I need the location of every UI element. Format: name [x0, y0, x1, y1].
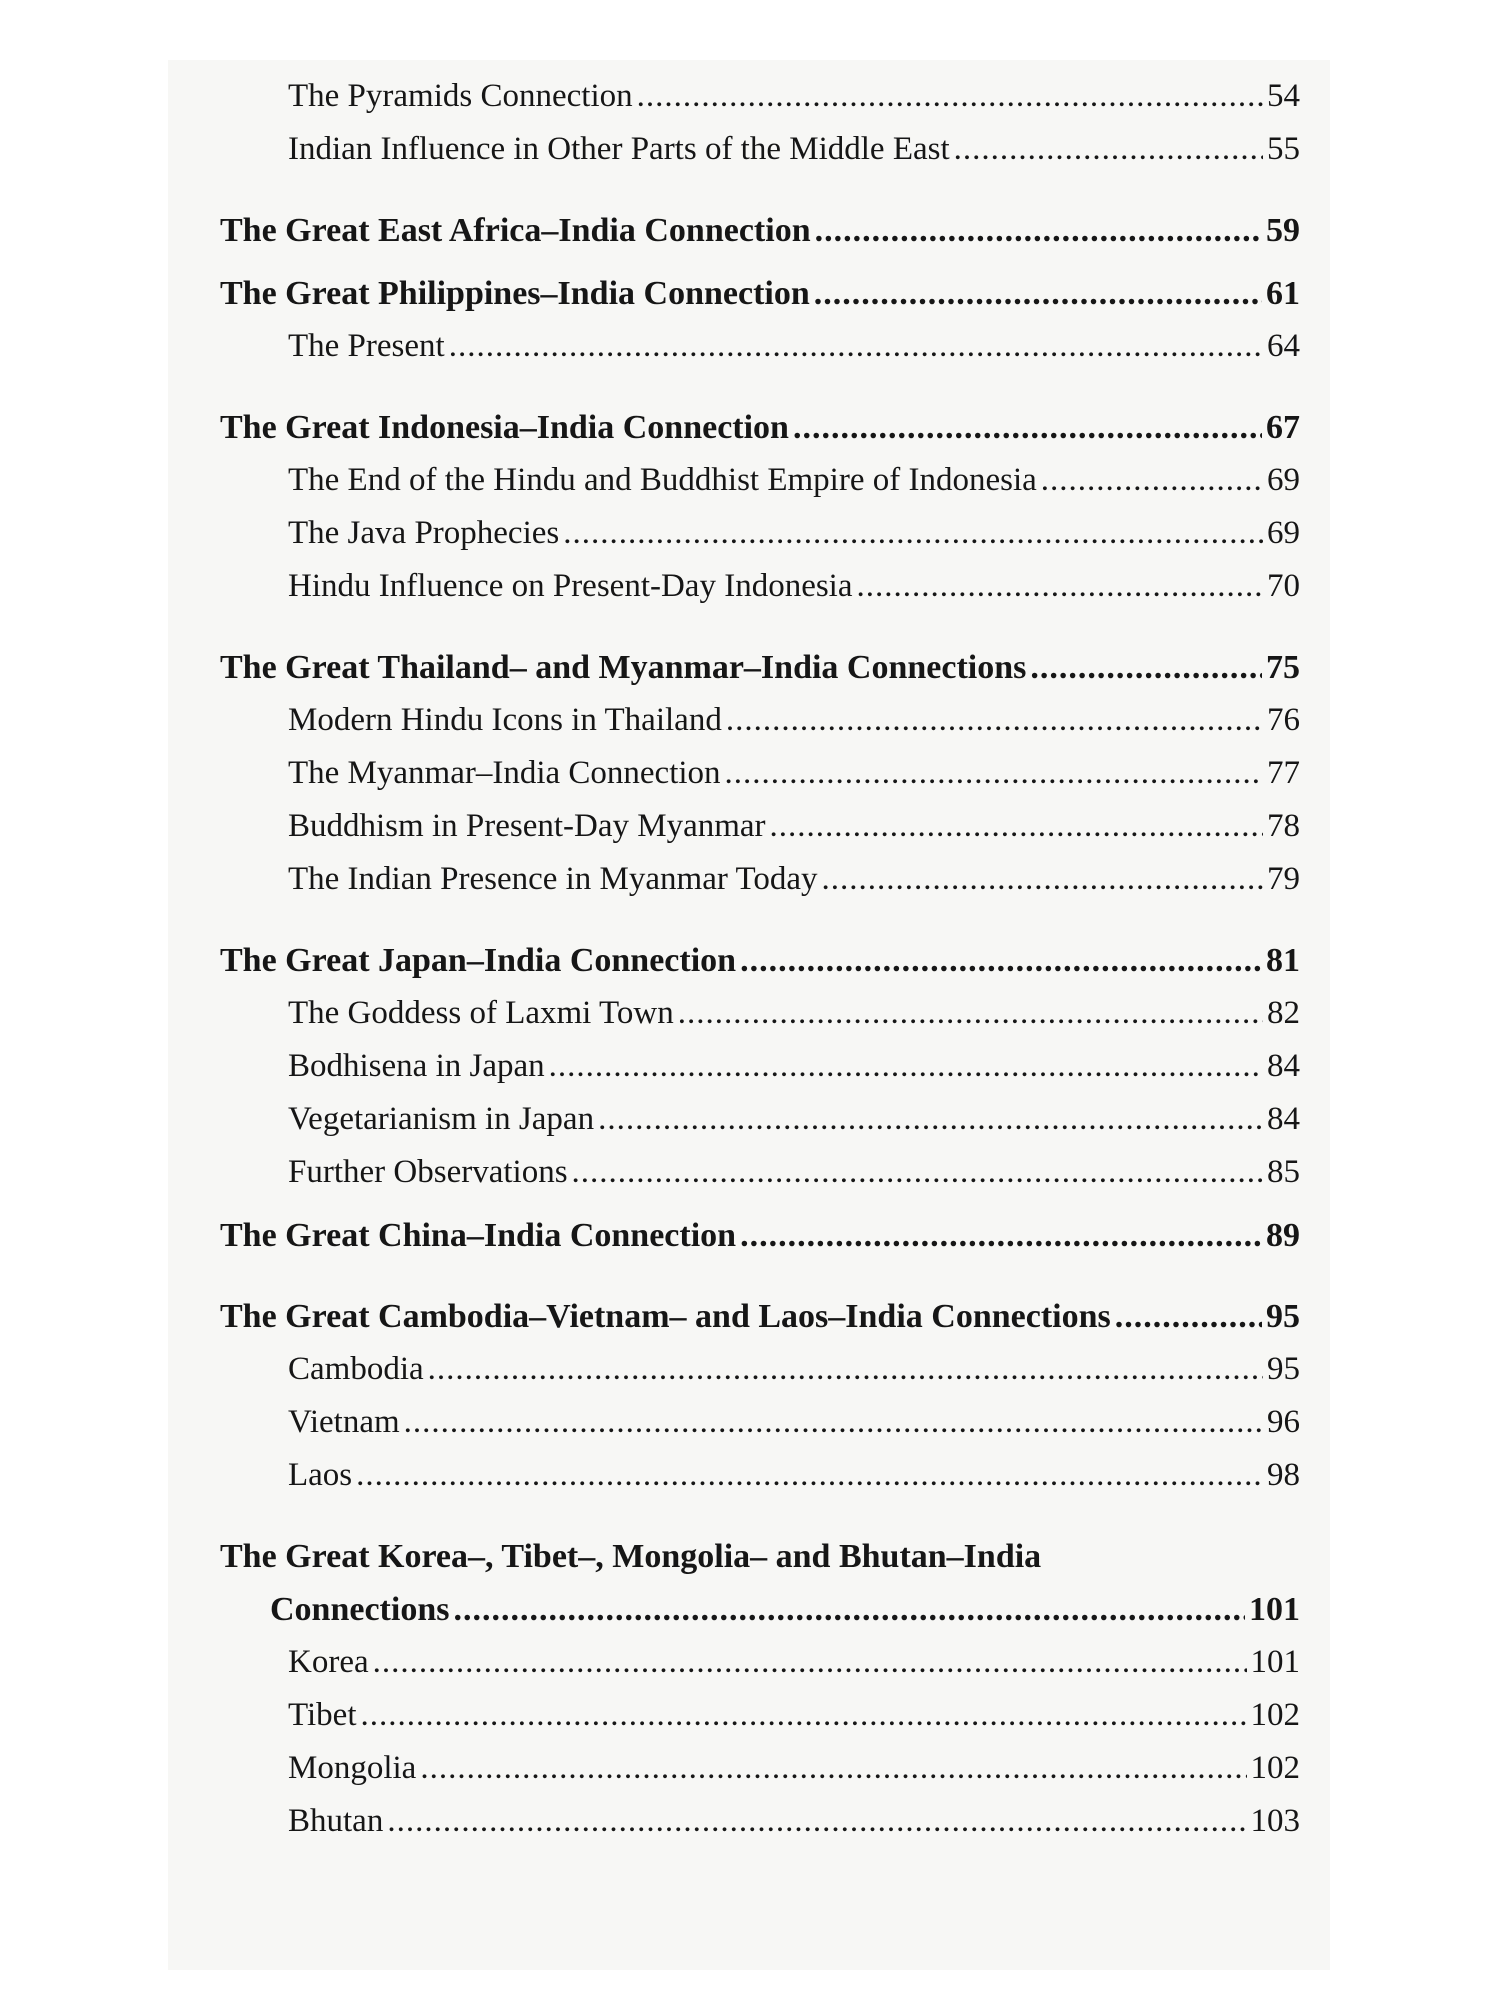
toc-chapter-page: 89	[1266, 1217, 1300, 1254]
toc-chapter	[220, 401, 1300, 454]
dot-leader	[1115, 1290, 1262, 1343]
toc-entry	[220, 853, 1300, 906]
toc-chapter	[220, 641, 1300, 694]
toc-entry-page: 84	[1267, 1101, 1300, 1137]
toc-chapter	[220, 267, 1300, 320]
dot-leader	[793, 401, 1262, 454]
toc-entry-title: Laos	[288, 1457, 353, 1493]
toc-entry-title: Korea	[288, 1644, 369, 1680]
toc-chapter	[220, 1290, 1300, 1343]
toc-entry-page: 98	[1267, 1457, 1300, 1493]
toc-entry-title: Further Observations	[288, 1154, 568, 1190]
toc-entry-page: 78	[1267, 808, 1300, 844]
dot-leader	[373, 1636, 1247, 1689]
toc-entry-title: Modern Hindu Icons in Thailand	[288, 702, 722, 738]
toc-entry-title: The End of the Hindu and Buddhist Empire of Indonesia	[288, 462, 1037, 498]
toc-entry	[220, 747, 1300, 800]
toc-entry-title: Buddhism in Present-Day Myanmar	[288, 808, 766, 844]
toc-entry-page: 76	[1267, 702, 1300, 738]
toc-entry-page: 69	[1267, 462, 1300, 498]
dot-leader	[954, 123, 1263, 176]
dot-leader	[387, 1795, 1246, 1848]
toc-entry-title: The Present	[288, 328, 445, 364]
dot-leader	[637, 70, 1263, 123]
dot-leader	[572, 1146, 1263, 1199]
toc-entry	[220, 507, 1300, 560]
toc-entry-title: Vegetarianism in Japan	[288, 1101, 595, 1137]
dot-leader	[740, 934, 1262, 987]
toc-chapter-title: The Great Korea–, Tibet–, Mongolia– and Bhutan–India	[220, 1538, 1042, 1575]
dot-leader	[453, 1583, 1245, 1636]
toc-chapter-page: 59	[1266, 212, 1300, 249]
toc-chapter-page: 101	[1249, 1591, 1300, 1628]
toc-chapter-title: The Great Cambodia–Vietnam– and Laos–India Connections	[220, 1298, 1111, 1335]
toc-entry-title: Indian Influence in Other Parts of the Middle East	[288, 131, 950, 167]
toc-entry-page: 96	[1267, 1404, 1300, 1440]
toc-entry	[220, 1343, 1300, 1396]
toc-entry-title: The Myanmar–India Connection	[288, 755, 721, 791]
toc-entry-title: Bodhisena in Japan	[288, 1048, 545, 1084]
dot-leader	[1041, 454, 1263, 507]
dot-leader	[549, 1040, 1263, 1093]
toc-chapter-continuation	[220, 1583, 1300, 1636]
dot-leader	[449, 320, 1263, 373]
toc-entry	[220, 1146, 1300, 1199]
toc-entry-page: 79	[1267, 861, 1300, 897]
dot-leader	[857, 560, 1264, 613]
toc-entry-page: 54	[1267, 78, 1300, 114]
dot-leader	[822, 853, 1264, 906]
toc-entry	[220, 123, 1300, 176]
dot-leader	[678, 987, 1263, 1040]
toc-entry-title: The Indian Presence in Myanmar Today	[288, 861, 818, 897]
toc-entry	[220, 560, 1300, 613]
toc-entry-page: 69	[1267, 515, 1300, 551]
toc-chapter-page: 81	[1266, 942, 1300, 979]
toc-entry-page: 102	[1250, 1697, 1300, 1733]
toc-chapter-page: 67	[1266, 409, 1300, 446]
dot-leader	[726, 694, 1263, 747]
toc-chapter-title: The Great China–India Connection	[220, 1217, 737, 1254]
dot-leader	[563, 507, 1263, 560]
dot-leader	[428, 1343, 1263, 1396]
toc-entry-title: Tibet	[288, 1697, 357, 1733]
toc-entry	[220, 320, 1300, 373]
toc-chapter-title: The Great Indonesia–India Connection	[220, 409, 789, 446]
toc-chapter-title: The Great Thailand– and Myanmar–India Connections	[220, 649, 1027, 686]
dot-leader	[598, 1093, 1263, 1146]
toc-entry-page: 101	[1250, 1644, 1300, 1680]
dot-leader	[420, 1742, 1246, 1795]
table-of-contents	[220, 70, 1300, 1848]
toc-entry-title: The Pyramids Connection	[288, 78, 633, 114]
dot-leader	[1030, 641, 1262, 694]
toc-chapter	[220, 204, 1300, 257]
dot-leader	[404, 1396, 1263, 1449]
toc-entry	[220, 1040, 1300, 1093]
toc-chapter-page: 95	[1266, 1298, 1300, 1335]
toc-chapter-title: The Great Japan–India Connection	[220, 942, 737, 979]
toc-chapter	[220, 1530, 1300, 1583]
toc-entry-page: 55	[1267, 131, 1300, 167]
toc-entry	[220, 454, 1300, 507]
toc-chapter	[220, 934, 1300, 987]
toc-entry-title: Vietnam	[288, 1404, 400, 1440]
toc-chapter-title: The Great East Africa–India Connection	[220, 212, 811, 249]
toc-chapter-page: 61	[1266, 275, 1300, 312]
toc-entry-page: 85	[1267, 1154, 1300, 1190]
toc-entry-page: 77	[1267, 755, 1300, 791]
toc-entry	[220, 694, 1300, 747]
toc-entry-page: 103	[1250, 1803, 1300, 1839]
toc-chapter	[220, 1209, 1300, 1262]
dot-leader	[815, 204, 1262, 257]
toc-entry	[220, 1742, 1300, 1795]
toc-entry-title: Cambodia	[288, 1351, 424, 1387]
toc-entry	[220, 1449, 1300, 1502]
toc-entry	[220, 1795, 1300, 1848]
toc-entry	[220, 1396, 1300, 1449]
toc-entry-page: 84	[1267, 1048, 1300, 1084]
toc-chapter-title: Connections	[270, 1591, 450, 1628]
dot-leader	[770, 800, 1263, 853]
toc-entry-page: 70	[1267, 568, 1300, 604]
toc-entry-page: 95	[1267, 1351, 1300, 1387]
dot-leader	[740, 1209, 1262, 1262]
dot-leader	[725, 747, 1263, 800]
toc-chapter-page: 75	[1266, 649, 1300, 686]
toc-entry	[220, 70, 1300, 123]
toc-entry	[220, 1636, 1300, 1689]
toc-entry-title: The Goddess of Laxmi Town	[288, 995, 674, 1031]
toc-entry	[220, 1093, 1300, 1146]
toc-entry-page: 102	[1250, 1750, 1300, 1786]
toc-entry-title: Mongolia	[288, 1750, 417, 1786]
toc-entry	[220, 987, 1300, 1040]
toc-entry	[220, 800, 1300, 853]
toc-entry-title: Bhutan	[288, 1803, 384, 1839]
dot-leader	[360, 1689, 1246, 1742]
dot-leader	[356, 1449, 1263, 1502]
toc-entry	[220, 1689, 1300, 1742]
toc-entry-title: Hindu Influence on Present-Day Indonesia	[288, 568, 853, 604]
toc-entry-page: 82	[1267, 995, 1300, 1031]
toc-entry-page: 64	[1267, 328, 1300, 364]
toc-entry-title: The Java Prophecies	[288, 515, 560, 551]
dot-leader	[814, 267, 1262, 320]
toc-chapter-title: The Great Philippines–India Connection	[220, 275, 810, 312]
